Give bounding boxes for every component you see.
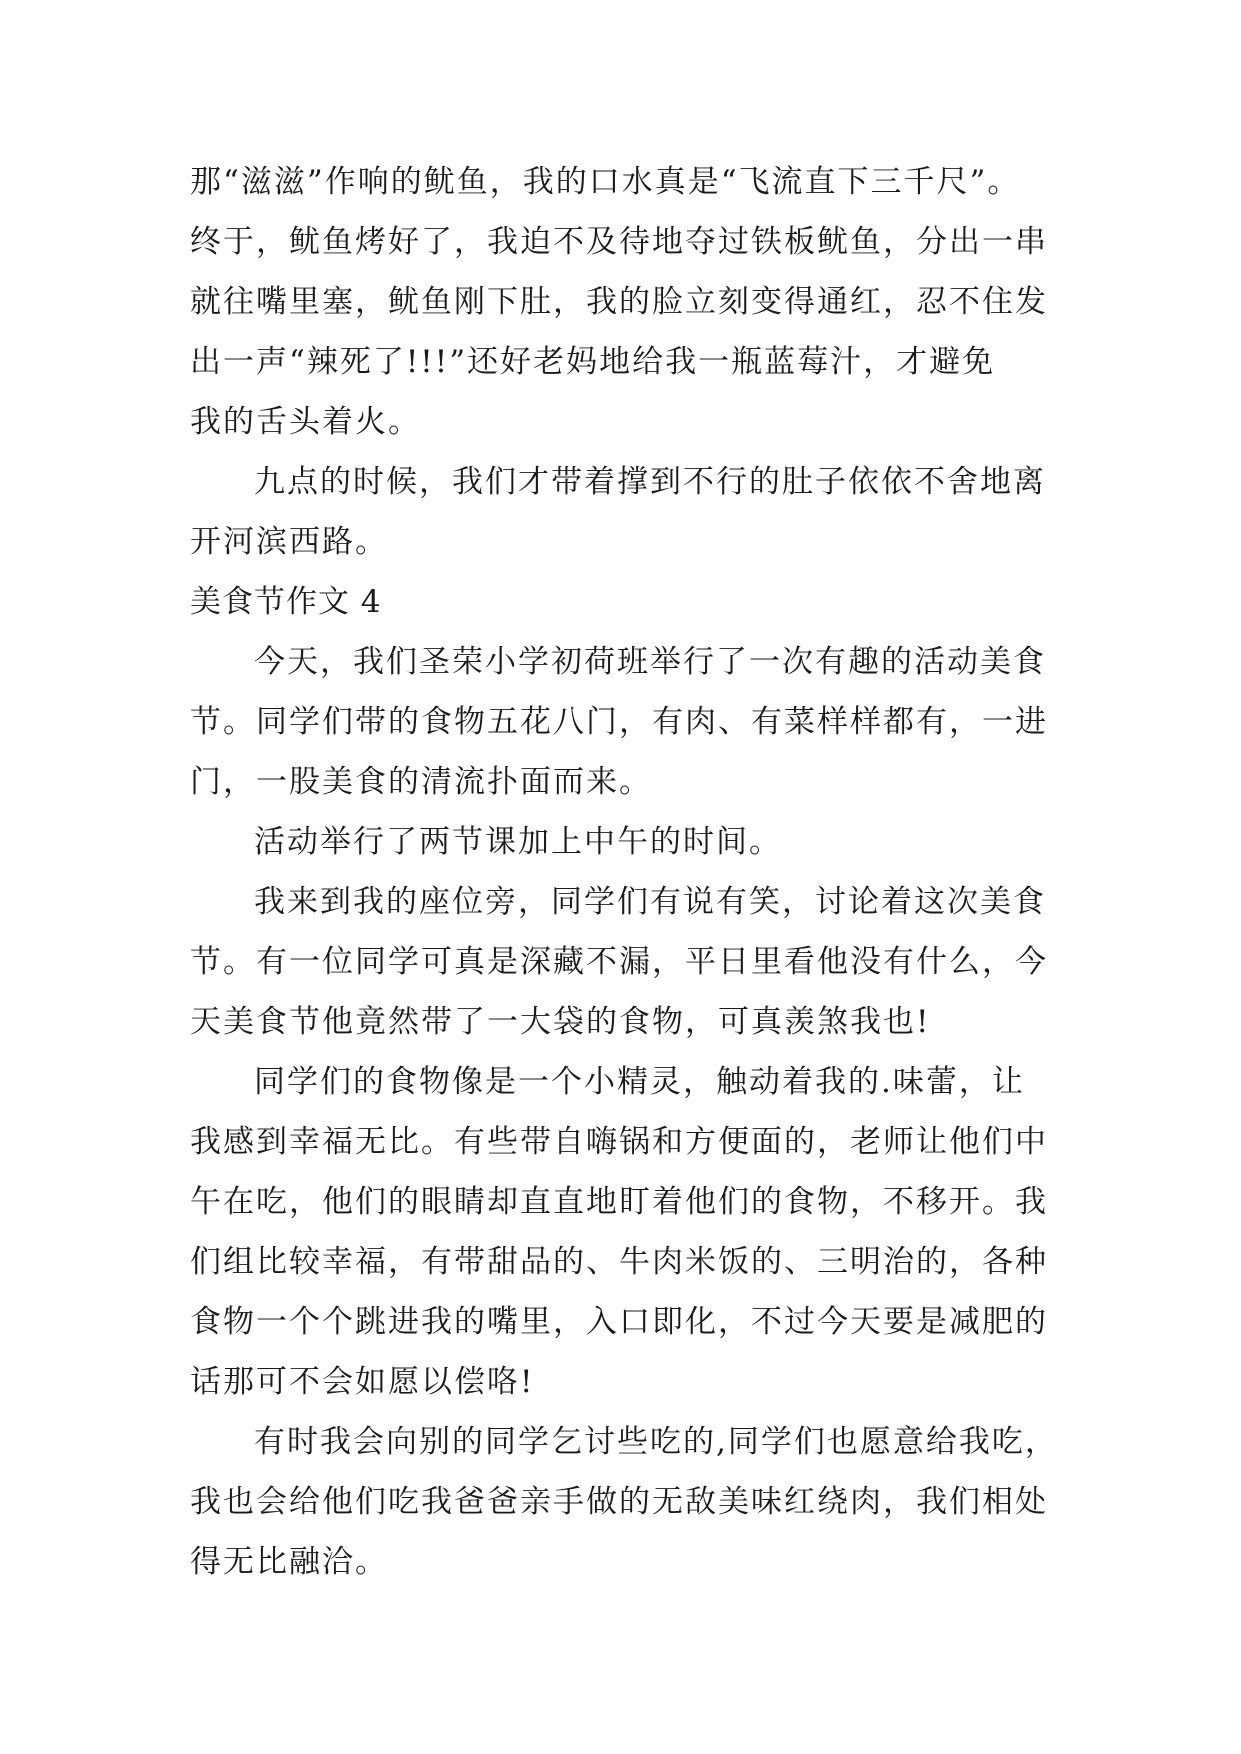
text-line: 食物一个个跳进我的嘴里，入口即化，不过今天要是减肥的 xyxy=(190,1304,1048,1340)
text-line: 我也会给他们吃我爸爸亲手做的无敌美味红绕肉，我们相处 xyxy=(190,1484,1048,1520)
document-body xyxy=(190,152,1070,1592)
text-line: 话那可不会如愿以偿咯! xyxy=(190,1364,535,1400)
text-line: 门，一股美食的清流扑面而来。 xyxy=(190,764,652,800)
text-line: 们组比较幸福，有带甜品的、牛肉米饭的、三明治的，各种 xyxy=(190,1244,1048,1280)
paragraph-first-line: 九点的时候，我们才带着撑到不行的肚子依依不舍地离 xyxy=(254,464,1046,500)
section-heading: 美食节作文 4 xyxy=(190,584,382,620)
text-line: 得无比融洽。 xyxy=(190,1544,388,1580)
text-line: 开河滨西路。 xyxy=(190,524,388,560)
paragraph-first-line: 活动举行了两节课加上中午的时间。 xyxy=(254,824,782,860)
text-line: 终于，鱿鱼烤好了，我迫不及待地夺过铁板鱿鱼，分出一串 xyxy=(190,224,1048,260)
text-line: 天美食节他竟然带了一大袋的食物，可真羡煞我也! xyxy=(190,1004,931,1040)
text-line: 就往嘴里塞，鱿鱼刚下肚，我的脸立刻变得通红，忍不住发 xyxy=(190,284,1048,320)
text-line: 节。有一位同学可真是深藏不漏，平日里看他没有什么，今 xyxy=(190,944,1048,980)
text-line: 午在吃，他们的眼睛却直直地盯着他们的食物，不移开。我 xyxy=(190,1184,1048,1220)
paragraph-first-line: 我来到我的座位旁，同学们有说有笑，讨论着这次美食 xyxy=(254,884,1046,920)
text-line: 我感到幸福无比。有些带自嗨锅和方便面的，老师让他们中 xyxy=(190,1124,1048,1160)
text-line: 那“滋滋”作响的鱿鱼，我的口水真是“飞流直下三千尺”。 xyxy=(190,164,1021,200)
text-line: 节。同学们带的食物五花八门，有肉、有菜样样都有，一进 xyxy=(190,704,1048,740)
text-line: 出一声“辣死了!!!”还好老妈地给我一瓶蓝莓汁，才避免 xyxy=(190,344,996,380)
text-line: 我的舌头着火。 xyxy=(190,404,421,440)
paragraph-first-line: 同学们的食物像是一个小精灵，触动着我的.味蕾，让 xyxy=(254,1064,1025,1100)
paragraph-first-line: 今天，我们圣荣小学初荷班举行了一次有趣的活动美食 xyxy=(254,644,1046,680)
paragraph-first-line: 有时我会向别的同学乞讨些吃的,同学们也愿意给我吃， xyxy=(254,1424,1058,1460)
